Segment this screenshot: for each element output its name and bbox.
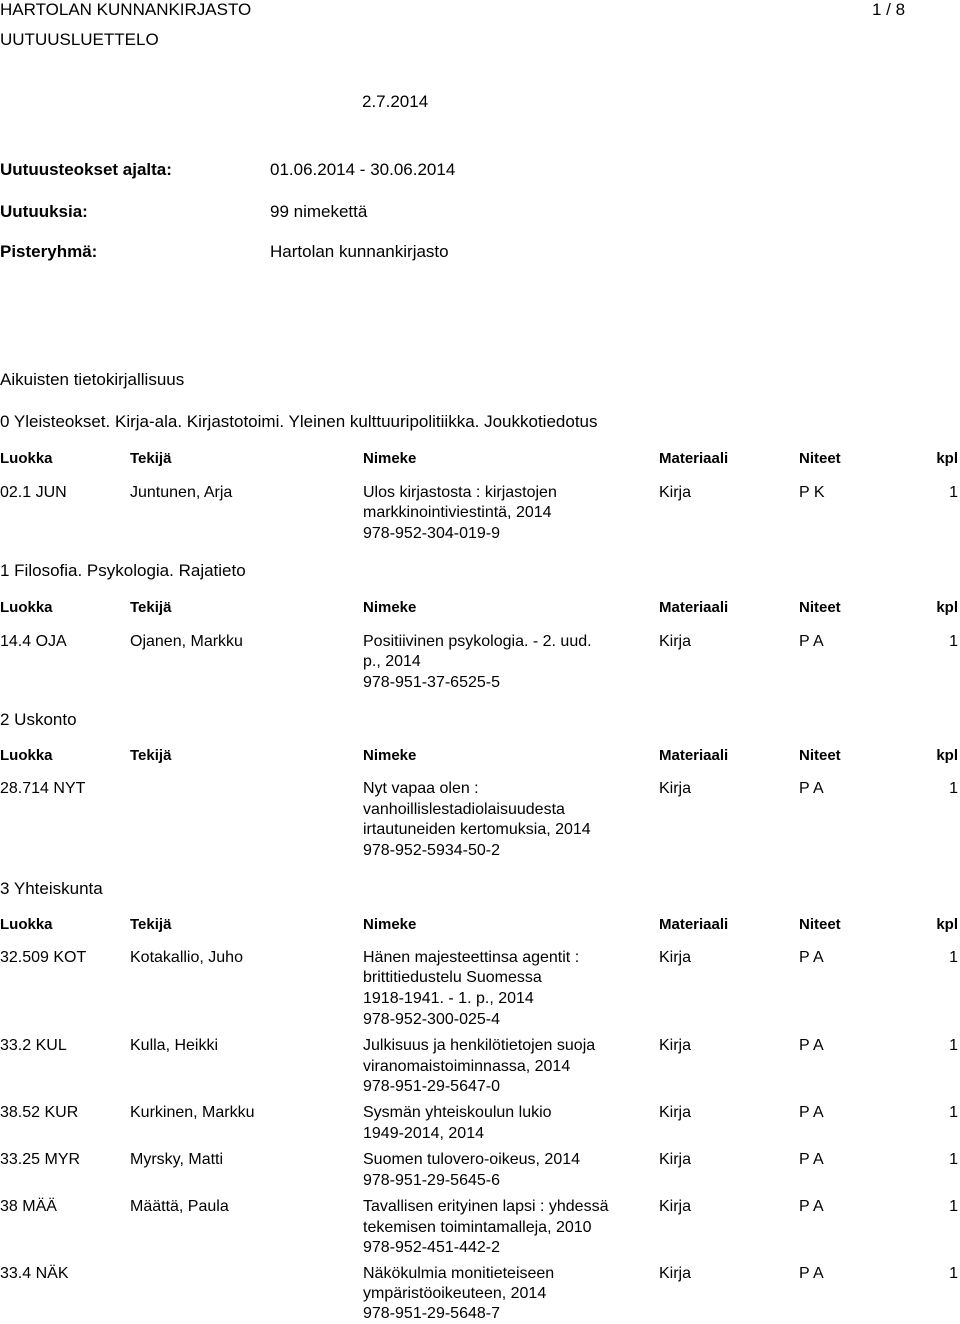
row-nimeke-line: Positiivinen psykologia. - 2. uud. — [363, 633, 592, 650]
section-title: 1 Filosofia. Psykologia. Rajatieto — [0, 561, 246, 580]
col-luokka: Luokka — [0, 599, 53, 616]
col-nimeke: Nimeke — [363, 450, 417, 467]
row-isbn: 978-951-29-5645-6 — [363, 1172, 500, 1189]
col-niteet: Niteet — [799, 747, 841, 764]
count-label: Uutuuksia: — [0, 202, 88, 221]
row-tekija: Juntunen, Arja — [130, 484, 233, 501]
row-materiaali: Kirja — [659, 1198, 692, 1215]
col-nimeke: Nimeke — [363, 916, 417, 933]
row-kpl: 1 — [949, 1198, 958, 1215]
col-materiaali: Materiaali — [659, 599, 729, 616]
period-label: Uutuusteokset ajalta: — [0, 160, 172, 179]
row-tekija: Myrsky, Matti — [130, 1151, 224, 1168]
row-nimeke-line: Ulos kirjastosta : kirjastojen — [363, 484, 557, 501]
col-tekija: Tekijä — [130, 747, 172, 764]
row-kpl: 1 — [949, 1265, 958, 1282]
row-materiaali: Kirja — [659, 1104, 692, 1121]
col-kpl: kpl — [936, 747, 958, 764]
row-tekija: Kotakallio, Juho — [130, 949, 243, 966]
col-materiaali: Materiaali — [659, 747, 729, 764]
row-kpl: 1 — [949, 949, 958, 966]
row-nimeke-line: brittitiedustelu Suomessa — [363, 969, 542, 986]
section-title: 0 Yleisteokset. Kirja-ala. Kirjastotoimi. Yleinen kulttuuripolitiikka. Joukkotiedotus — [0, 412, 598, 431]
row-kpl: 1 — [949, 1104, 958, 1121]
row-nimeke-line: Sysmän yhteiskoulun lukio — [363, 1104, 552, 1121]
row-nimeke-line: Suomen tulovero-oikeus, 2014 — [363, 1151, 581, 1168]
row-nimeke-line: tekemisen toimintamalleja, 2010 — [363, 1219, 592, 1236]
row-isbn: 978-951-37-6525-5 — [363, 674, 500, 691]
row-kpl: 1 — [949, 633, 958, 650]
col-kpl: kpl — [936, 450, 958, 467]
row-luokka: 33.4 NÄK — [0, 1265, 69, 1282]
row-tekija: Kulla, Heikki — [130, 1037, 219, 1054]
row-nimeke-line: irtautuneiden kertomuksia, 2014 — [363, 821, 591, 838]
row-luokka: 02.1 JUN — [0, 484, 67, 501]
row-niteet: P A — [799, 949, 824, 966]
row-niteet: P A — [799, 1265, 824, 1282]
row-nimeke-line: viranomaistoiminnassa, 2014 — [363, 1058, 571, 1075]
col-nimeke: Nimeke — [363, 599, 417, 616]
row-luokka: 38.52 KUR — [0, 1104, 79, 1121]
section-title: 3 Yhteiskunta — [0, 879, 103, 898]
row-kpl: 1 — [949, 1151, 958, 1168]
row-isbn: 978-952-304-019-9 — [363, 525, 500, 542]
row-nimeke-line: vanhoillislestadiolaisuudesta — [363, 801, 565, 818]
col-nimeke: Nimeke — [363, 747, 417, 764]
count-value: 99 nimekettä — [270, 202, 368, 221]
col-tekija: Tekijä — [130, 450, 172, 467]
period-value: 01.06.2014 - 30.06.2014 — [270, 160, 456, 179]
library-name: HARTOLAN KUNNANKIRJASTO — [0, 0, 252, 19]
row-materiaali: Kirja — [659, 1151, 692, 1168]
row-niteet: P A — [799, 1198, 824, 1215]
row-nimeke-line: Hänen majesteettinsa agentit : — [363, 949, 580, 966]
row-tekija: Määttä, Paula — [130, 1198, 229, 1215]
row-niteet: P A — [799, 633, 824, 650]
row-nimeke-line: Julkisuus ja henkilötietojen suoja — [363, 1037, 596, 1054]
col-luokka: Luokka — [0, 450, 53, 467]
row-niteet: P K — [799, 484, 825, 501]
col-niteet: Niteet — [799, 599, 841, 616]
col-tekija: Tekijä — [130, 599, 172, 616]
row-isbn: 978-952-451-442-2 — [363, 1239, 500, 1256]
row-nimeke-line: markkinointiviestintä, 2014 — [363, 504, 552, 521]
document-title: UUTUUSLUETTELO — [0, 30, 159, 49]
row-niteet: P A — [799, 1037, 824, 1054]
row-nimeke-line: Näkökulmia monitieteiseen — [363, 1265, 555, 1282]
col-kpl: kpl — [936, 916, 958, 933]
row-luokka: 38 MÄÄ — [0, 1198, 57, 1215]
row-materiaali: Kirja — [659, 633, 692, 650]
group-value: Hartolan kunnankirjasto — [270, 242, 449, 261]
row-nimeke-line: p., 2014 — [363, 653, 421, 670]
group-label: Pisteryhmä: — [0, 242, 98, 261]
row-materiaali: Kirja — [659, 1037, 692, 1054]
row-luokka: 28.714 NYT — [0, 780, 86, 797]
row-nimeke-line: ympäristöoikeuteen, 2014 — [363, 1285, 547, 1302]
row-nimeke-line: Tavallisen erityinen lapsi : yhdessä — [363, 1198, 609, 1215]
col-niteet: Niteet — [799, 916, 841, 933]
col-materiaali: Materiaali — [659, 916, 729, 933]
section-title: 2 Uskonto — [0, 710, 77, 729]
col-tekija: Tekijä — [130, 916, 172, 933]
row-isbn: 978-952-300-025-4 — [363, 1011, 500, 1028]
category-title: Aikuisten tietokirjallisuus — [0, 370, 185, 389]
row-materiaali: Kirja — [659, 949, 692, 966]
row-isbn: 978-951-29-5647-0 — [363, 1078, 500, 1095]
row-materiaali: Kirja — [659, 484, 692, 501]
row-materiaali: Kirja — [659, 1265, 692, 1282]
row-luokka: 33.2 KUL — [0, 1037, 67, 1054]
row-niteet: P A — [799, 780, 824, 797]
row-luokka: 33.25 MYR — [0, 1151, 81, 1168]
col-luokka: Luokka — [0, 747, 53, 764]
row-nimeke-line: Nyt vapaa olen : — [363, 780, 479, 797]
col-luokka: Luokka — [0, 916, 53, 933]
page-number: 1 / 8 — [872, 0, 906, 19]
row-tekija: Ojanen, Markku — [130, 633, 243, 650]
col-niteet: Niteet — [799, 450, 841, 467]
row-kpl: 1 — [949, 780, 958, 797]
col-kpl: kpl — [936, 599, 958, 616]
report-date: 2.7.2014 — [362, 92, 429, 111]
row-niteet: P A — [799, 1151, 824, 1168]
row-kpl: 1 — [949, 484, 958, 501]
row-luokka: 14.4 OJA — [0, 633, 67, 650]
row-nimeke-line: 1918-1941. - 1. p., 2014 — [363, 990, 534, 1007]
col-materiaali: Materiaali — [659, 450, 729, 467]
row-tekija: Kurkinen, Markku — [130, 1104, 255, 1121]
row-niteet: P A — [799, 1104, 824, 1121]
row-isbn: 978-952-5934-50-2 — [363, 842, 500, 859]
row-luokka: 32.509 KOT — [0, 949, 87, 966]
row-materiaali: Kirja — [659, 780, 692, 797]
row-nimeke-line: 1949-2014, 2014 — [363, 1125, 484, 1142]
row-isbn: 978-951-29-5648-7 — [363, 1305, 500, 1322]
row-kpl: 1 — [949, 1037, 958, 1054]
